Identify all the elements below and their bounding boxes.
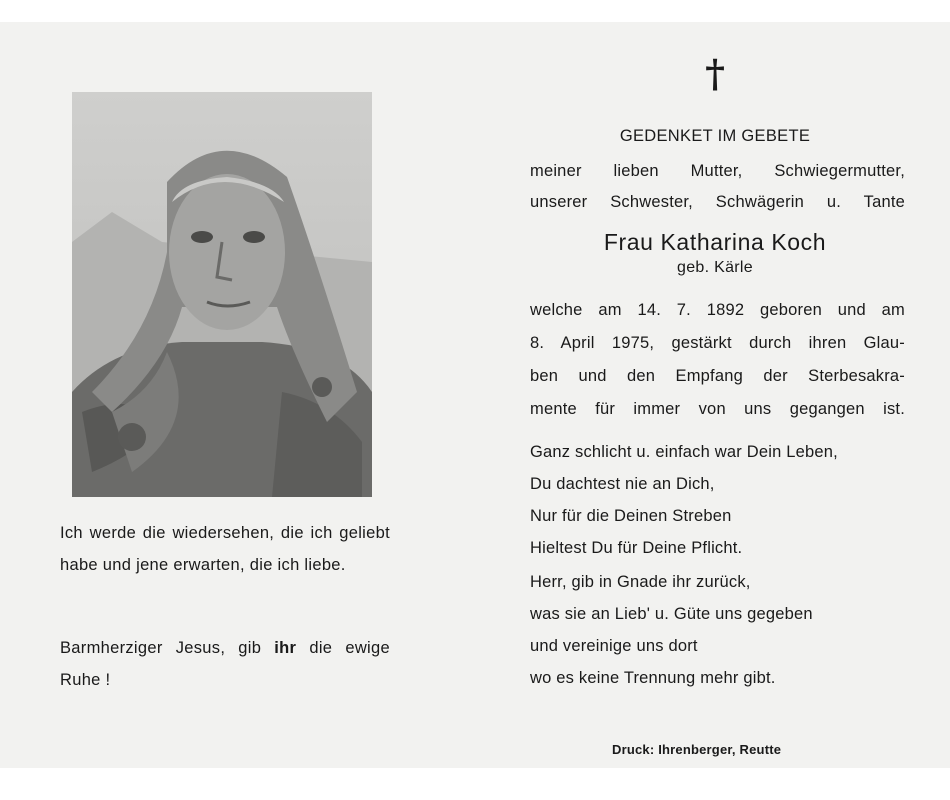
poem-line: Herr, gib in Gnade ihr zurück,	[530, 573, 751, 591]
relation-lines	[530, 156, 905, 218]
cross-icon: †	[705, 51, 725, 96]
poem-line: was sie an Lieb' u. Güte uns gegeben	[530, 605, 813, 623]
date-line: 8. April 1975, gestärkt durch ihren Glau-	[530, 334, 905, 352]
poem-line: Nur für die Deinen Streben	[530, 507, 732, 525]
prayer-text: Barmherziger Jesus, gib ihr die ewige Ruhe !	[60, 639, 390, 689]
poem-line: Ganz schlicht u. einfach war Dein Leben,	[530, 443, 838, 461]
poem-line: Hieltest Du für Deine Pflicht.	[530, 539, 743, 557]
poem-stanza-2	[530, 566, 900, 694]
poem-stanza-1	[530, 436, 900, 564]
portrait-illustration	[72, 92, 372, 497]
date-line: mente für immer von uns gegangen ist.	[530, 400, 905, 418]
date-line: welche am 14. 7. 1892 geboren und am	[530, 301, 905, 319]
poem-line: Du dachtest nie an Dich,	[530, 475, 715, 493]
poem-line: wo es keine Trennung mehr gibt.	[530, 669, 776, 687]
relation-line: unserer Schwester, Schwägerin u. Tante	[530, 193, 905, 211]
farewell-quote: Ich werde die wiedersehen, die ich geliebt habe und jene erwarten, die ich liebe.	[60, 524, 390, 574]
memorial-card	[0, 22, 950, 768]
memorial-heading: GEDENKET IM GEBETE	[619, 127, 811, 145]
portrait-photo	[72, 92, 372, 497]
relation-line: meiner lieben Mutter, Schwiegermutter,	[530, 162, 905, 180]
prayer-emphasis: ihr	[274, 639, 297, 657]
printer-credit: Druck: Ihrenberger, Reutte	[612, 742, 782, 757]
deceased-name: Frau Katharina Koch	[603, 229, 827, 255]
date-line: ben und den Empfang der Sterbesakra-	[530, 367, 905, 385]
life-dates-paragraph	[530, 294, 905, 426]
maiden-name: geb. Kärle	[677, 259, 753, 276]
poem-line: und vereinige uns dort	[530, 637, 698, 655]
